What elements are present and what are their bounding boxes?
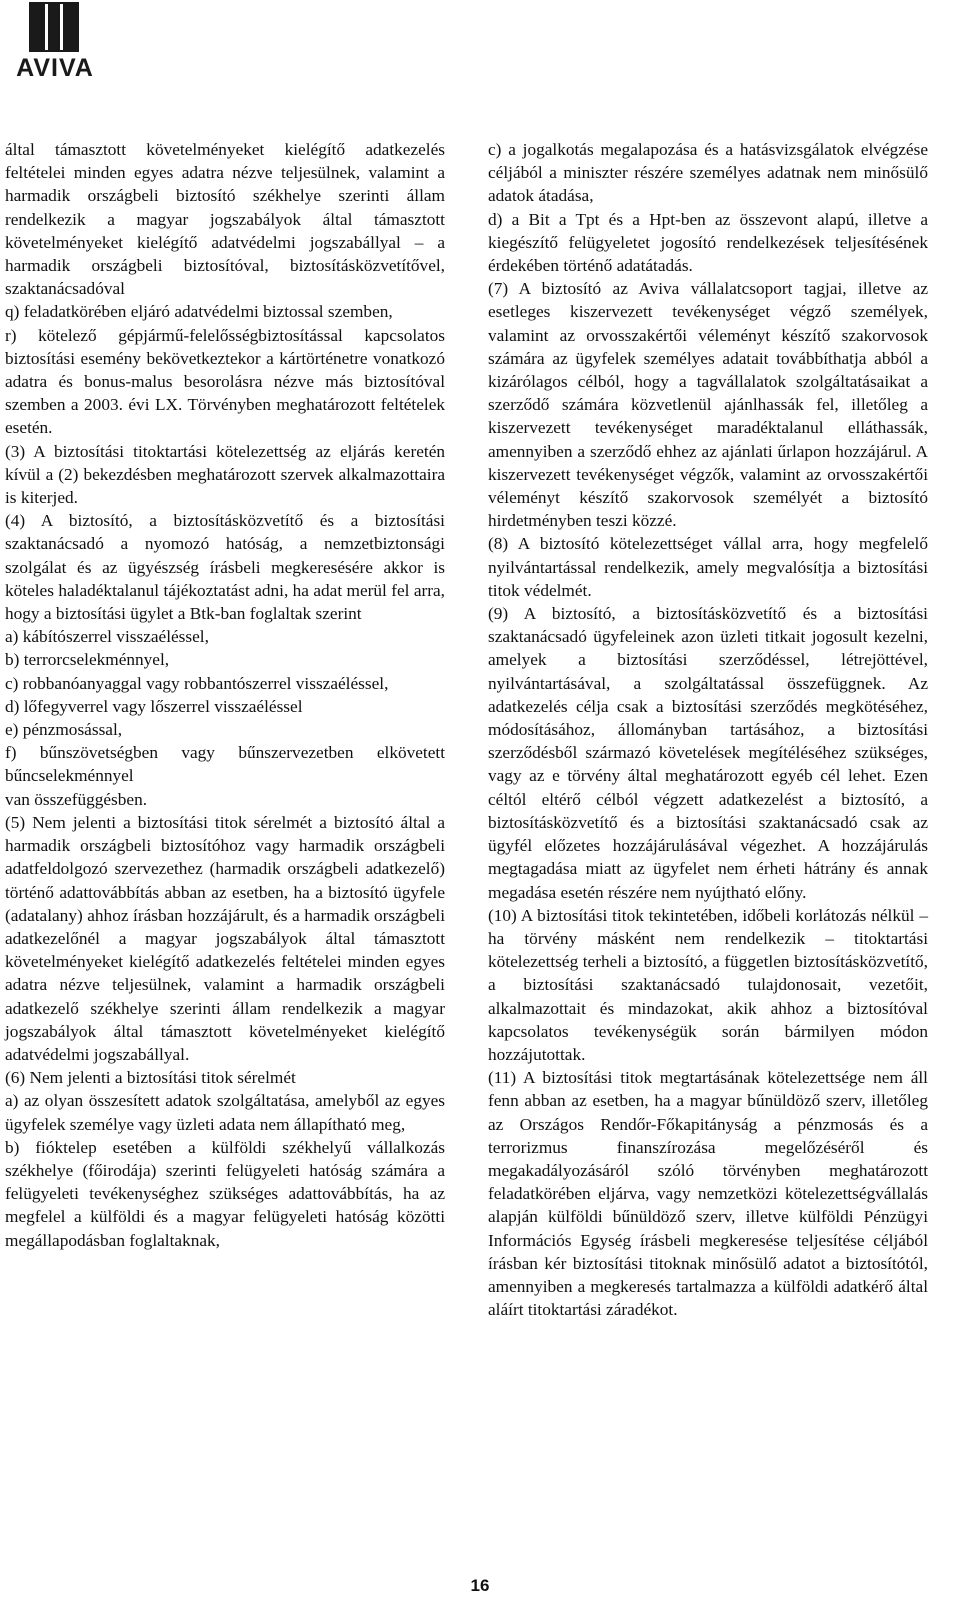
paragraph: (10) A biztosítási titok tekintetében, időbeli korlátozás nélkül – ha törvény másként nem rendelkezik – titoktartási kötelezettség terheli a biztosító, a független biztosításközvetítő, a biztosítási szaktanácsadó tulajdonosait, vezetőit, alkalmazottait és mindazokat, akik ahhoz a biztosítóval kapcsolatos tevékenységük során bármilyen módon hozzájutottak. [488,905,928,1064]
paragraph: (11) A biztosítási titok megtartásának kötelezettsége nem áll fenn abban az esetben, ha a magyar bűnüldöző szerv, illetőleg az Országos Rendőr-Főkapitányság a pénzmosás és a terrorizmus finanszírozása megelőzéséről és megakadályozásáról szóló törvényben meghatározott feladatkörében eljárva, vagy nemzetközi kötelezettségvállalás alapján külföldi bűnüldöző szerv, illetve külföldi Pénzügyi Információs Egység írásbeli megkeresése teljesítése céljából írásban kér biztosítási titoknak minősülő adatot a biztosítótól, amennyiben a megkeresés tartalmazza a külföldi adatkérő által aláírt titoktartási záradékot. [488,1068,928,1320]
paragraph: r) kötelező gépjármű-felelősségbiztosítással kapcsolatos biztosítási esemény bekövetkeztekor a kártörténetre vonatkozó adatra és bonus-malus besorolásra nézve más biztosítóval szemben a 2003. évi LX. Törvényben meghatározott feltételek esetén. [5,325,445,438]
list-item: f) bűnszövetségben vagy bűnszervezetben elkövetett bűncselekménnyel [5,743,445,786]
paragraph: (3) A biztosítási titoktartási kötelezettség az eljárás keretén kívül a (2) bekezdésben meghatározott szervek alkalmazottaira is kiterjed. [5,441,445,508]
right-column [488,138,928,1321]
paragraph: (4) A biztosító, a biztosításközvetítő és a biztosítási szaktanácsadó a nyomozó hatóság, a nemzetbiztonsági szolgálat és az ügyészség írásbeli megkeresésére akkor is köteles haladéktalanul tájékoztatást adni, ha adat merül fel arra, hogy a biztosítási ügylet a Btk-ban foglaltak szerint [5,511,445,624]
list-item: c) robbanóanyaggal vagy robbantószerrel visszaéléssel, [5,673,389,693]
list-item: b) fióktelep esetében a külföldi székhelyű vállalkozás székhelye (főirodája) szerinti felügyeleti hatóság számára a felügyeleti tevékenységhez szükséges adattovábbítás, ha az megfelel a külföldi és a magyar felügyeleti hatóság közötti megállapodásban foglaltaknak, [5,1137,445,1250]
aviva-logo [0,2,110,84]
list-item: a) kábítószerrel visszaéléssel, [5,627,209,647]
paragraph: q) feladatkörében eljáró adatvédelmi biztossal szemben, [5,302,393,322]
paragraph: (7) A biztosító az Aviva vállalatcsoport tagjai, illetve az esetleges kiszervezett tevékenységet végző személyek, valamint az orvosszakértői véleményt készítő szakorvosok számára az ügyfelek személyes adatait továbbíthatja abból a kizárólagos célból, hogy a tagvállalatok szolgáltatásaikat a szerződő számára közvetlenül ajánlhassák fel, illetőleg a kiszervezett tevékenységet maradéktalanul elláthassák, amennyiben a szerződő ehhez az ajánlati űrlapon hozzájárul. A kiszervezett tevékenységet végzők, valamint az orvosszakértői véleményt készítő szakorvosok személyét a biztosító hirdetményben teszi közzé. [488,279,928,531]
list-item: e) pénzmosással, [5,720,123,740]
paragraph: által támasztott követelményeket kielégítő adatkezelés feltételei minden egyes adatra nézve teljesülnek, valamint a harmadik országbeli biztosító székhelye szerinti állam rendelkezik a magyar jogszabályok által támasztott követelményeket kielégítő adatvédelmi jogszabállyal – a harmadik országbeli biztosítóval, biztosításközvetítővel, szaktanácsadóval [5,140,445,299]
paragraph: van összefüggésben. [5,789,148,809]
paragraph: (9) A biztosító, a biztosításközvetítő és a biztosítási szaktanácsadó ügyfeleinek azon üzleti titkait jogosult kezelni, amelyek a biztosítási szerződéssel, létrejöttével, nyilvántartásával, a szolgáltatással összefüggnek. Az adatkezelés célja csak a biztosítási szerződés megkötéséhez, módosításához, állományban tartásához, a biztosítási szerződésből származó követelések megítéléséhez szükséges, vagy az e törvény által meghatározott egyéb cél lehet. Ezen céltól eltérő célból végzett adatkezelést a biztosító, a biztosításközvetítő és a biztosítási szaktanácsadó csak az ügyfél előzetes hozzájárulásával végezhet. A hozzájárulás megtagadása miatt az ügyfelet nem érheti hátrány és annak megadása esetén részére nem nyújtható előny. [488,604,928,902]
paragraph: (6) Nem jelenti a biztosítási titok sérelmét [5,1068,296,1088]
list-item: a) az olyan összesített adatok szolgáltatása, amelyből az egyes ügyfelek személye vagy üzleti adata nem állapítható meg, [5,1091,445,1134]
list-item: b) terrorcselekménnyel, [5,650,170,670]
page-number: 16 [470,1576,490,1595]
logo-text: AVIVA [16,54,94,82]
paragraph: (8) A biztosító kötelezettséget vállal arra, hogy megfelelő nyilvántartással rendelkezik, amely megvalósítja a biztosítási titok védelmét. [488,534,928,600]
aviva-pillar-logo-icon [29,2,79,52]
list-item: d) lőfegyverrel vagy lőszerrel visszaéléssel [5,696,303,716]
list-item: d) a Bit a Tpt és a Hpt-ben az összevont alapú, illetve a kiegészítő felügyeletet jogosító rendelkezések teljesítésének érdekében történő adatátadás. [488,209,928,276]
list-item: c) a jogalkotás megalapozása és a hatásvizsgálatok elvégzése céljából a miniszter részére személyes adatnak nem minősülő adatok átadása, [488,140,928,206]
paragraph: (5) Nem jelenti a biztosítási titok sérelmét a biztosító által a harmadik országbeli biztosítóhoz vagy harmadik országbeli adatfeldolgozó szervezethez (harmadik országbeli adatkezelő) történő adattovábbítás abban az esetben, ha a biztosító ügyfele (adatalany) ahhoz írásban hozzájárult, és a harmadik országbeli adatkezelőnél a magyar jogszabályok által támasztott követelményeket kielégítő adatkezelés feltételei minden egyes adatra nézve teljesülnek, valamint a harmadik országbeli adatkezelő székhelye szerinti állam rendelkezik a magyar jogszabályok által támasztott követelményeket kielégítő adatvédelmi jogszabállyal. [5,812,445,1064]
left-column [5,138,445,1252]
